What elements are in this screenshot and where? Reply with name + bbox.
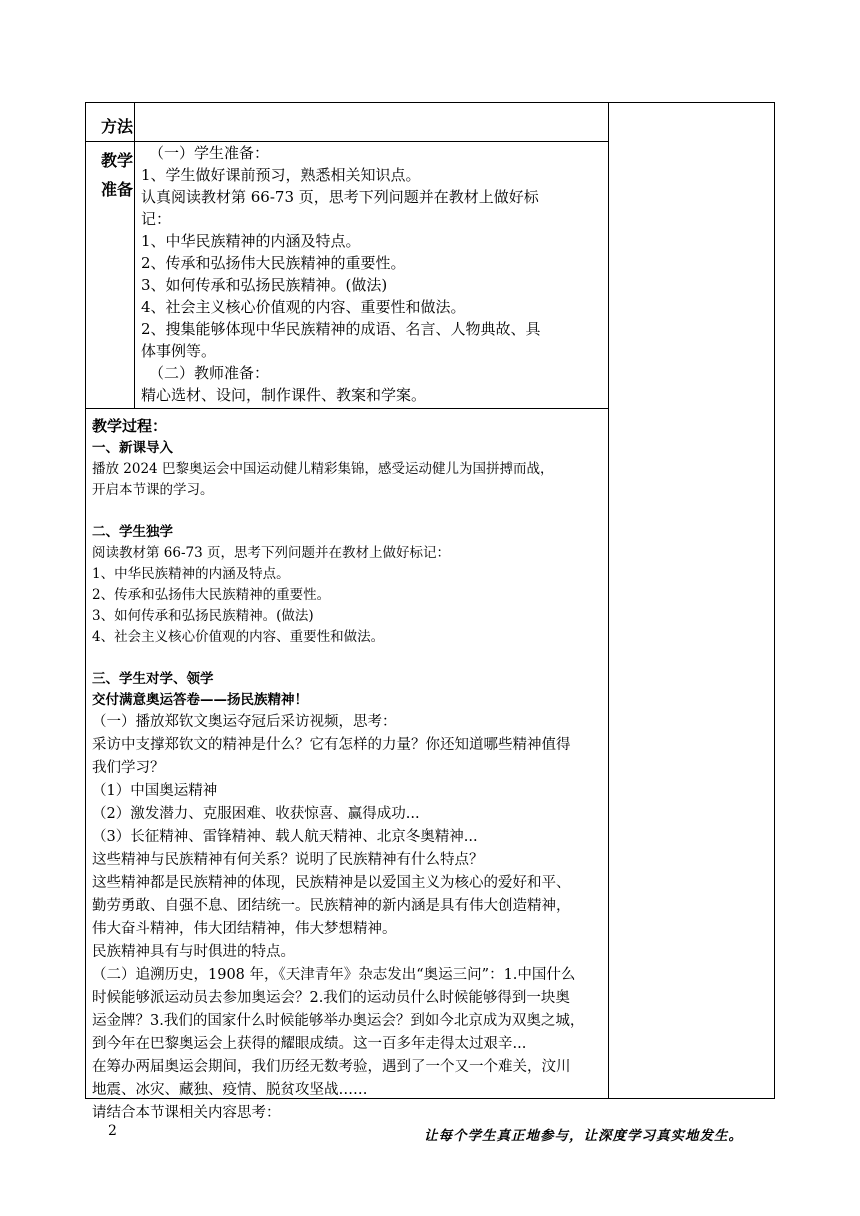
prep-line: 2、搜集能够体现中华民族精神的成语、名言、人物典故、具 [141, 320, 541, 338]
prep-line: 2、传承和弘扬伟大民族精神的重要性。 [141, 254, 406, 272]
process-line: 3、如何传承和弘扬民族精神。(做法) [92, 608, 314, 624]
process-line: 时候能够派运动员去参加奥运会？2.我们的运动员什么时候能够得到一块奥 [92, 990, 570, 1006]
process-line: 勤劳勇敢、自强不息、团结统一。民族精神的新内涵是具有伟大创造精神， [92, 898, 571, 914]
prep-line: 1、学生做好课前预习，熟悉相关知识点。 [141, 166, 421, 184]
process-line: 4、社会主义核心价值观的内容、重要性和做法。 [92, 629, 385, 645]
preparation-label-line1: 教学 [101, 151, 134, 170]
process-line: 1、中华民族精神的内涵及特点。 [92, 566, 290, 582]
preparation-row [85, 142, 609, 409]
prep-line: 体事例等。 [141, 342, 217, 360]
section-subheading: 交付满意奥运答卷——扬民族精神！ [92, 692, 308, 708]
process-line: 采访中支撑郑钦文的精神是什么？它有怎样的力量？你还知道哪些精神值得 [92, 737, 571, 753]
process-line: 请结合本节课相关内容思考： [92, 1105, 281, 1121]
prep-line: 1、中华民族精神的内涵及特点。 [141, 232, 361, 250]
process-line: 2、传承和弘扬伟大民族精神的重要性。 [92, 587, 331, 603]
process-line: （3）长征精神、雷锋精神、载人航天精神、北京冬奥精神... [92, 829, 478, 845]
process-line: （二）追溯历史，1908 年，《天津青年》杂志发出“奥运三问”：1.中国什么 [92, 967, 576, 983]
prep-line: 4、社会主义核心价值观的内容、重要性和做法。 [141, 298, 466, 316]
prep-line: 3、如何传承和弘扬民族精神。(做法) [141, 276, 388, 294]
section-heading: 一、新课导入 [92, 440, 173, 456]
prep-line: 记： [141, 210, 172, 228]
process-title: 教学过程： [92, 417, 168, 435]
process-line: （一）播放郑钦文奥运夺冠后采访视频，思考： [92, 714, 397, 730]
process-line: 我们学习？ [92, 760, 165, 776]
process-line: 到今年在巴黎奥运会上获得的耀眼成绩。这一百多年走得太过艰辛... [92, 1036, 527, 1052]
process-line: 民族精神具有与时俱进的特点。 [92, 944, 295, 960]
page-number: 2 [108, 1123, 117, 1139]
process-line: 阅读教材第 66-73 页，思考下列问题并在教材上做好标记： [92, 545, 450, 561]
process-line: 开启本节课的学习。 [92, 482, 214, 498]
process-line: （2）激发潜力、克服困难、收获惊喜、赢得成功... [92, 806, 420, 822]
section-heading: 三、学生对学、领学 [92, 671, 214, 687]
method-label-cell [85, 102, 135, 141]
preparation-label [93, 146, 133, 204]
process-line: 运金牌？3.我们的国家什么时候能够举办奥运会？到如今北京成为双奥之城， [92, 1013, 585, 1029]
process-line: 这些精神都是民族精神的体现，民族精神是以爱国主义为核心的爱好和平、 [92, 875, 571, 891]
preparation-label-line2: 准备 [101, 180, 134, 199]
teaching-process [92, 414, 604, 1125]
preparation-content [141, 142, 605, 406]
prep-line: 认真阅读教材第 66-73 页，思考下列问题并在教材上做好标 [141, 188, 539, 206]
footer-motto: 让每个学生真正地参与，让深度学习真实地发生。 [424, 1128, 743, 1144]
process-line: 伟大奋斗精神，伟大团结精神，伟大梦想精神。 [92, 921, 397, 937]
preparation-label-cell [85, 142, 135, 408]
process-line: 播放 2024 巴黎奥运会中国运动健儿精彩集锦，感受运动健儿为国拼搏而战， [92, 461, 554, 477]
prep-line: （一）学生准备： [149, 144, 270, 162]
method-label: 方法 [101, 117, 134, 136]
process-line: （1）中国奥运精神 [92, 783, 218, 799]
prep-line: 精心选材、设问，制作课件、教案和学案。 [141, 386, 427, 404]
section-heading: 二、学生独学 [92, 524, 173, 540]
process-line: 在筹办两届奥运会期间，我们历经无数考验，遇到了一个又一个难关，汶川 [92, 1059, 571, 1075]
method-row [85, 102, 609, 142]
process-line: 这些精神与民族精神有何关系？说明了民族精神有什么特点？ [92, 852, 484, 868]
process-line: 地震、冰灾、藏独、疫情、脱贫攻坚战…… [92, 1082, 368, 1098]
prep-line: （二）教师准备： [149, 364, 270, 382]
